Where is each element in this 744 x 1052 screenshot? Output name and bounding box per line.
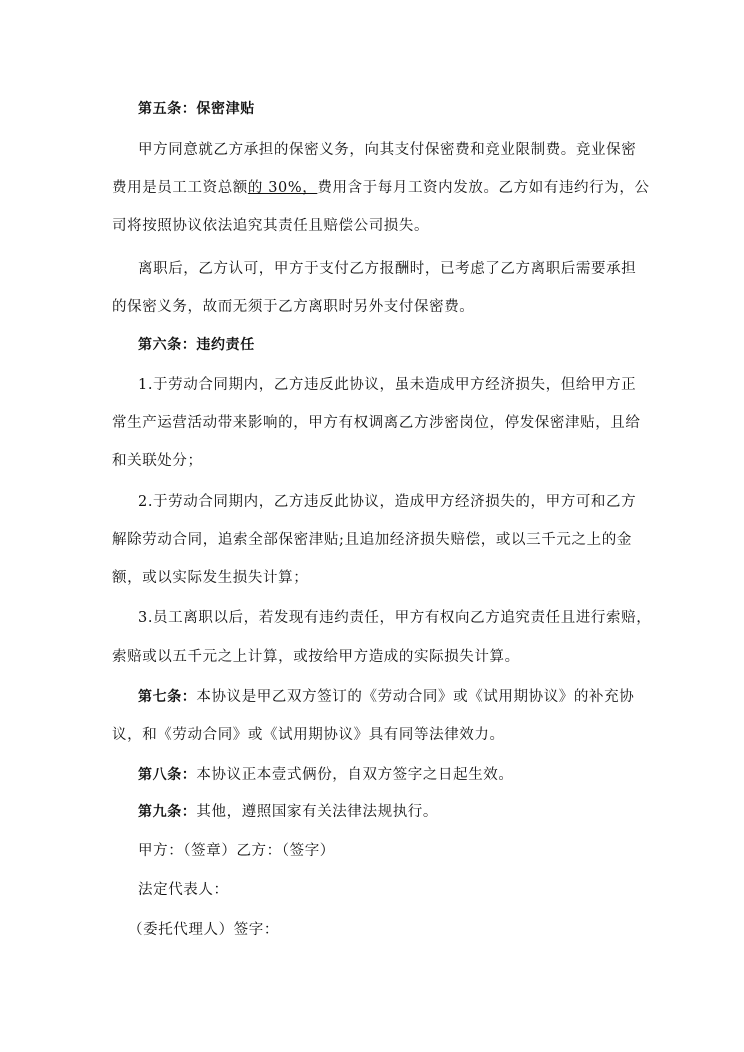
article-7-text: 本协议是甲乙双方签订的《劳动合同》或《试用期协议》的补充协	[196, 689, 635, 705]
article-6-item-1-line-3: 和关联处分；	[112, 453, 203, 469]
article-5-para-1-line-3: 司将按照协议依法追究其责任且赔偿公司损失。	[112, 218, 430, 234]
underlined-percentage: 的 30%，	[247, 180, 318, 196]
article-9	[138, 800, 632, 821]
article-5-para-1-line-2	[112, 176, 650, 197]
signature-parties: 甲方：（签章）乙方：（签字）	[138, 843, 335, 859]
authorized-agent-signature: （委托代理人）签字：	[128, 922, 279, 938]
article-6-item-3-line-1: 3.员工离职以后，若发现有违约责任，甲方有权向乙方追究责任且进行索赔，	[138, 610, 652, 626]
article-8-text: 本协议正本壹式俩份，自双方签字之日起生效。	[196, 767, 514, 783]
article-5-para-2-line-1: 离职后，乙方认可，甲方于支付乙方报酬时，已考虑了乙方离职后需要承担	[138, 261, 637, 277]
article-8-label: 第八条：	[138, 767, 197, 783]
legal-representative: 法定代表人：	[138, 882, 229, 898]
article-5-para-2-line-2: 的保密义务，故而无须于乙方离职时另外支付保密费。	[112, 299, 475, 315]
article-9-label: 第九条：	[138, 804, 197, 820]
text-segment: 费用含于每月工资内发放。乙方如有违约行为，公	[317, 180, 650, 196]
text-segment: 费用是员工工资总额	[112, 180, 248, 196]
article-6-item-2-line-2: 解除劳动合同，追索全部保密津贴;且追加经济损失赔偿，或以三千元之上的金	[112, 532, 632, 548]
article-7-line-2: 议，和《劳动合同》或《试用期协议》具有同等法律效力。	[112, 727, 505, 743]
article-6-item-2-line-3: 额，或以实际发生损失计算；	[112, 570, 309, 586]
article-6-item-2-line-1: 2.于劳动合同期内，乙方违反此协议，造成甲方经济损失的，甲方可和乙方	[138, 494, 637, 510]
article-6-item-1-line-2: 常生产运营活动带来影响的，甲方有权调离乙方涉密岗位，停发保密津贴，且给	[112, 415, 641, 431]
article-9-text: 其他，遵照国家有关法律法规执行。	[196, 804, 439, 820]
article-5-para-1-line-1: 甲方同意就乙方承担的保密义务，向其支付保密费和竞业限制费。竞业保密	[138, 142, 637, 158]
article-5-heading: 第五条：保密津贴	[138, 101, 255, 117]
article-7-label: 第七条：	[138, 689, 197, 705]
article-6-item-3-line-2: 索赔或以五千元之上计算，或按给甲方造成的实际损失计算。	[112, 649, 520, 665]
article-6-heading: 第六条：违约责任	[138, 337, 255, 353]
article-6-item-1-line-1: 1.于劳动合同期内，乙方违反此协议，虽未造成甲方经济损失，但给甲方正	[138, 377, 637, 393]
article-7-line-1	[138, 685, 635, 706]
article-8	[138, 763, 632, 784]
